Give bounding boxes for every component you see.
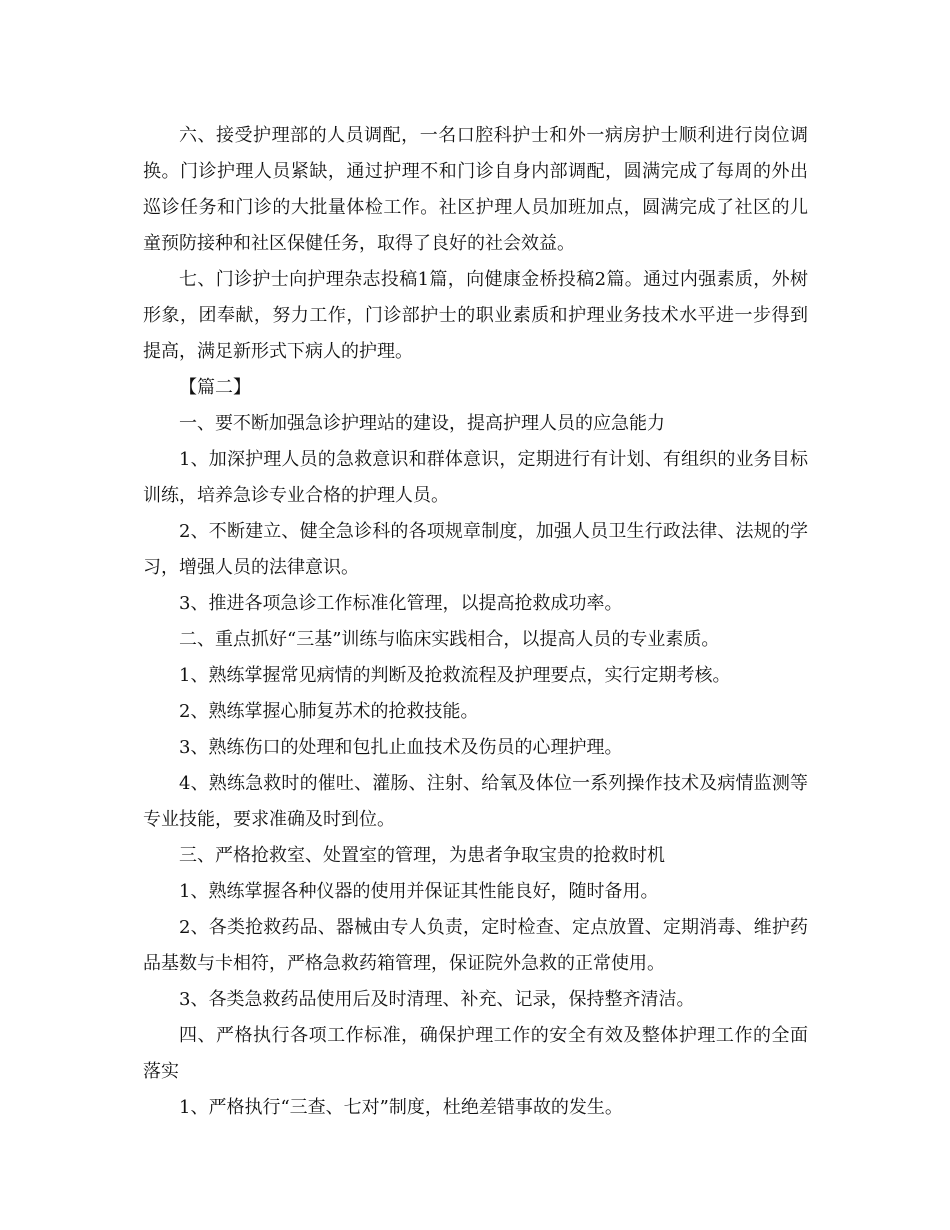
list-item-1-3: 3、推进各项急诊工作标准化管理，以提高抢救成功率。 bbox=[179, 593, 623, 614]
list-item-3-1: 1、熟练掌握各种仪器的使用并保证其性能良好，随时备用。 bbox=[179, 881, 659, 902]
list-item-3-2: 2、各类抢救药品、器械由专人负责，定时检查、定点放置、定期消毒、维护药品基数与卡相符，严格急救药箱管理，保证院外急救的正常使用。 bbox=[143, 917, 808, 974]
part-two-heading: 【篇二】 bbox=[179, 377, 251, 398]
list-item-4-1: 1、严格执行“三查、七对”制度，杜绝差错事故的发生。 bbox=[179, 1097, 623, 1118]
paragraph-section-seven: 七、门诊护士向护理杂志投稿1篇，向健康金桥投稿2篇。通过内强素质，外树形象，团奉献，努力工作，门诊部护士的职业素质和护理业务技术水平进一步得到提高，满足新形式下病人的护理。 bbox=[143, 269, 808, 362]
heading-two: 二、重点抓好“三基”训练与临床实践相合，以提高人员的专业素质。 bbox=[179, 629, 720, 650]
list-item-2-2: 2、熟练掌握心肺复苏术的抢救技能。 bbox=[179, 701, 479, 722]
heading-one: 一、要不断加强急诊护理站的建设，提高护理人员的应急能力 bbox=[179, 413, 665, 434]
list-item-3-3: 3、各类急救药品使用后及时清理、补充、记录，保持整齐清洁。 bbox=[179, 989, 695, 1010]
list-item-1-1: 1、加深护理人员的急救意识和群体意识，定期进行有计划、有组织的业务目标训练，培养急诊专业合格的护理人员。 bbox=[143, 449, 808, 506]
list-item-2-3: 3、熟练伤口的处理和包扎止血技术及伤员的心理护理。 bbox=[179, 737, 623, 758]
list-item-2-1: 1、熟练掌握常见病情的判断及抢救流程及护理要点，实行定期考核。 bbox=[179, 665, 731, 686]
paragraph-section-six: 六、接受护理部的人员调配，一名口腔科护士和外一病房护士顺利进行岗位调换。门诊护理人员紧缺，通过护理不和门诊自身内部调配，圆满完成了每周的外出巡诊任务和门诊的大批量体检工作。社区护理人员加班加点，圆满完成了社区的儿童预防接种和社区保健任务，取得了良好的社会效益。 bbox=[143, 125, 808, 254]
list-item-1-2: 2、不断建立、健全急诊科的各项规章制度，加强人员卫生行政法律、法规的学习，增强人员的法律意识。 bbox=[143, 521, 808, 578]
heading-three: 三、严格抢救室、处置室的管理，为患者争取宝贵的抢救时机 bbox=[179, 845, 665, 866]
document-body bbox=[143, 118, 808, 1126]
heading-four: 四、严格执行各项工作标准，确保护理工作的安全有效及整体护理工作的全面落实 bbox=[143, 1025, 808, 1082]
list-item-2-4: 4、熟练急救时的催吐、灌肠、注射、给氧及体位一系列操作技术及病情监测等专业技能，要求准确及时到位。 bbox=[143, 773, 808, 830]
